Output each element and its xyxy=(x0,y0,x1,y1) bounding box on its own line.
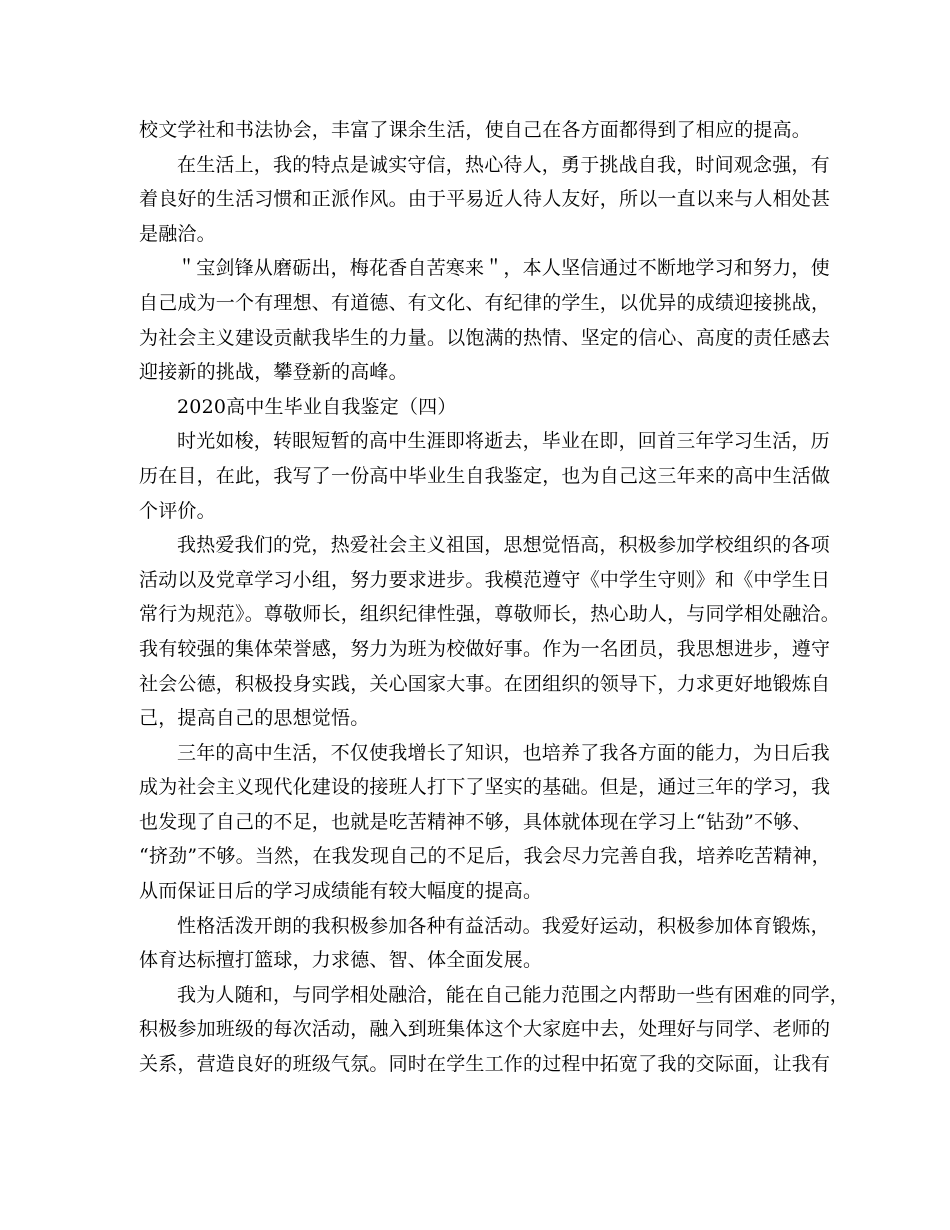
text-line: 己，提高自己的思想觉悟。 xyxy=(139,707,370,730)
text-line: “挤劲”不够。当然，在我发现自己的不足后，我会尽力完善自我，培养吃苦精神， xyxy=(139,845,831,868)
text-line: 为社会主义建设贡献我毕生的力量。以饱满的热情、坚定的信心、高度的责任感去 xyxy=(139,326,831,349)
text-line: 历在目，在此，我写了一份高中毕业生自我鉴定，也为自己这三年来的高中生活做 xyxy=(139,464,831,487)
text-line: 关系，营造良好的班级气氛。同时在学生工作的过程中拓宽了我的交际面，让我有 xyxy=(139,1053,831,1076)
text-line: 迎接新的挑战，攀登新的高峰。 xyxy=(139,361,408,384)
text-line: 个评价。 xyxy=(139,499,216,522)
text-line: 时光如梭，转眼短暂的高中生涯即将逝去，毕业在即，回首三年学习生活，历 xyxy=(177,430,830,453)
text-line: 常行为规范》。尊敬师长，组织纪律性强，尊敬师长，热心助人，与同学相处融洽。 xyxy=(139,603,840,626)
text-line: 是融洽。 xyxy=(139,222,216,245)
text-line: 着良好的生活习惯和正派作风。由于平易近人待人友好，所以一直以来与人相处甚 xyxy=(139,188,831,211)
text-line: 三年的高中生活，不仅使我增长了知识，也培养了我各方面的能力，为日后我 xyxy=(177,741,830,764)
text-line: 在生活上，我的特点是诚实守信，热心待人，勇于挑战自我，时间观念强，有 xyxy=(177,153,830,176)
text-line: 2020高中生毕业自我鉴定（四） xyxy=(177,395,457,418)
text-line: 社会公德，积极投身实践，关心国家大事。在团组织的领导下，力求更好地锻炼自 xyxy=(139,672,831,695)
text-line: ＂宝剑锋从磨砺出，梅花香自苦寒来＂，本人坚信通过不断地学习和努力，使 xyxy=(177,257,830,280)
text-line: 校文学社和书法协会，丰富了课余生活，使自己在各方面都得到了相应的提高。 xyxy=(139,119,812,141)
text-line: 我热爱我们的党，热爱社会主义祖国，思想觉悟高，积极参加学校组织的各项 xyxy=(177,534,830,557)
text-line: 成为社会主义现代化建设的接班人打下了坚实的基础。但是，通过三年的学习，我 xyxy=(139,776,831,799)
text-line: 体育达标擅打篮球，力求德、智、体全面发展。 xyxy=(139,949,543,972)
text-line: 自己成为一个有理想、有道德、有文化、有纪律的学生，以优异的成绩迎接挑战， xyxy=(139,291,831,314)
text-line: 我有较强的集体荣誉感，努力为班为校做好事。作为一名团员，我思想进步，遵守 xyxy=(139,637,831,660)
text-line: 我为人随和，与同学相处融洽，能在自己能力范围之内帮助一些有困难的同学， xyxy=(177,983,850,1006)
document-page xyxy=(139,114,850,1083)
text-line: 性格活泼开朗的我积极参加各种有益活动。我爱好运动，积极参加体育锻炼， xyxy=(177,914,830,937)
text-line: 活动以及党章学习小组，努力要求进步。我模范遵守《中学生守则》和《中学生日 xyxy=(139,568,831,591)
text-line: 从而保证日后的学习成绩能有较大幅度的提高。 xyxy=(139,880,543,903)
text-line: 积极参加班级的每次活动，融入到班集体这个大家庭中去，处理好与同学、老师的 xyxy=(139,1018,831,1041)
text-line: 也发现了自己的不足，也就是吃苦精神不够，具体就体现在学习上“钻劲”不够、 xyxy=(139,810,812,833)
